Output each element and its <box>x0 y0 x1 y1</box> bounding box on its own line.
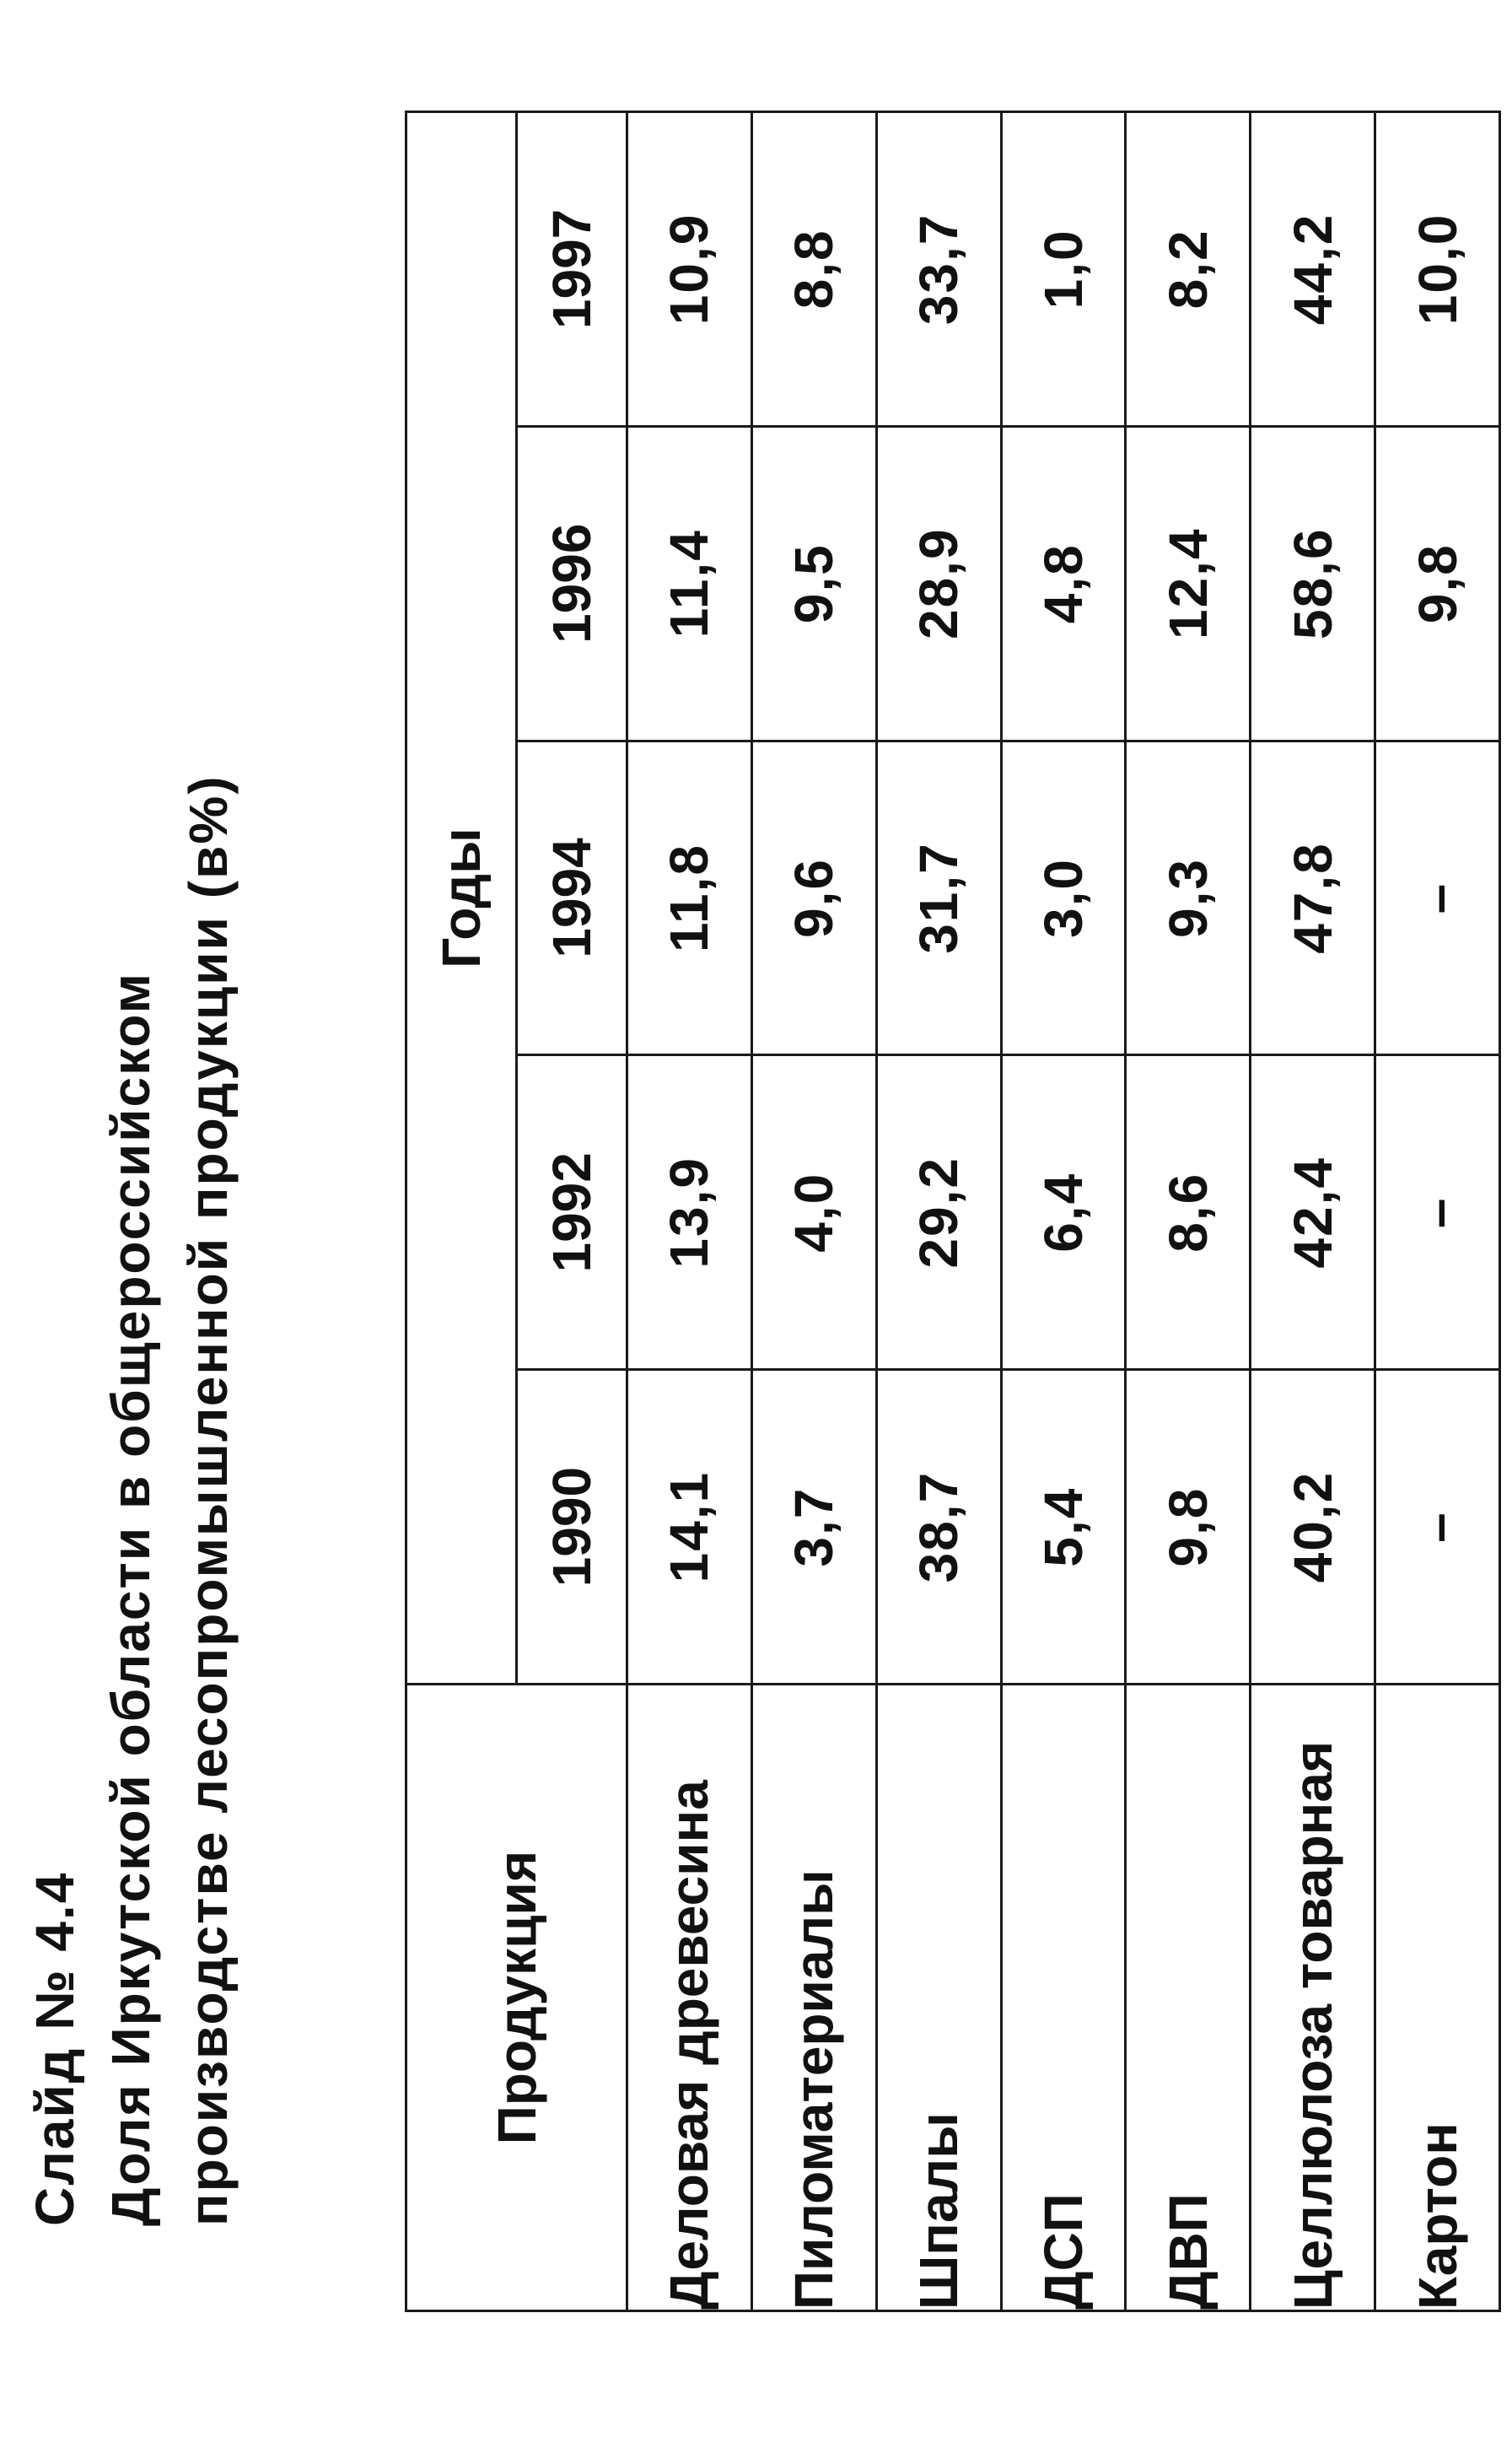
share-value: – <box>1375 1055 1500 1370</box>
share-value: 42,4 <box>1251 1055 1375 1370</box>
share-value: 1,0 <box>1001 112 1126 427</box>
years-group-header: Годы <box>406 112 517 1685</box>
share-value: 29,2 <box>876 1055 1001 1370</box>
share-value: 9,8 <box>1375 426 1500 741</box>
table-row <box>751 112 876 2311</box>
share-value: – <box>1375 1370 1500 1685</box>
share-value: 58,6 <box>1251 426 1375 741</box>
share-value: 9,5 <box>751 426 876 741</box>
share-value: 14,1 <box>627 1370 752 1685</box>
share-value: 44,2 <box>1251 112 1375 427</box>
share-value: 10,9 <box>627 112 752 427</box>
product-name: Деловая древесина <box>627 1685 752 2311</box>
table-row <box>876 112 1001 2311</box>
table-row <box>1375 112 1500 2311</box>
page-title-line-2: производстве лесопромышленной продукции (в%) <box>178 774 239 2226</box>
product-name: ДВП <box>1126 1685 1251 2311</box>
share-value: 3,7 <box>751 1370 876 1685</box>
share-value: – <box>1375 741 1500 1055</box>
share-value: 5,4 <box>1001 1370 1126 1685</box>
share-value: 31,7 <box>876 741 1001 1055</box>
share-value: 38,7 <box>876 1370 1001 1685</box>
share-value: 6,4 <box>1001 1055 1126 1370</box>
year-header: 1990 <box>517 1370 627 1685</box>
share-value: 13,9 <box>627 1055 752 1370</box>
share-value: 9,8 <box>1126 1370 1251 1685</box>
product-name: Картон <box>1375 1685 1500 2311</box>
year-header: 1997 <box>517 112 627 427</box>
product-column-header: Продукция <box>406 1685 627 2311</box>
share-value: 10,0 <box>1375 112 1500 427</box>
share-value: 9,6 <box>751 741 876 1055</box>
share-value: 33,7 <box>876 112 1001 427</box>
share-value: 3,0 <box>1001 741 1126 1055</box>
share-value: 9,3 <box>1126 741 1251 1055</box>
share-value: 8,8 <box>751 112 876 427</box>
page-title-line-1: Доля Иркутской области в общероссийском <box>100 972 161 2226</box>
product-name: ДСП <box>1001 1685 1126 2311</box>
production-share-table <box>405 111 1501 2312</box>
share-value: 8,6 <box>1126 1055 1251 1370</box>
product-name: Пиломатериалы <box>751 1685 876 2311</box>
year-header: 1996 <box>517 426 627 741</box>
table-row <box>627 112 752 2311</box>
table-row <box>1001 112 1126 2311</box>
share-value: 4,8 <box>1001 426 1126 741</box>
share-value: 11,8 <box>627 741 752 1055</box>
year-header: 1992 <box>517 1055 627 1370</box>
share-value: 28,9 <box>876 426 1001 741</box>
share-value: 40,2 <box>1251 1370 1375 1685</box>
share-value: 47,8 <box>1251 741 1375 1055</box>
table-row <box>1126 112 1251 2311</box>
year-header: 1994 <box>517 741 627 1055</box>
share-value: 11,4 <box>627 426 752 741</box>
share-value: 8,2 <box>1126 112 1251 427</box>
product-name: Целлюлоза товарная <box>1251 1685 1375 2311</box>
share-value: 4,0 <box>751 1055 876 1370</box>
slide-number: Слайд № 4.4 <box>24 1871 85 2226</box>
table-row <box>1251 112 1375 2311</box>
product-name: Шпалы <box>876 1685 1001 2311</box>
share-value: 12,4 <box>1126 426 1251 741</box>
